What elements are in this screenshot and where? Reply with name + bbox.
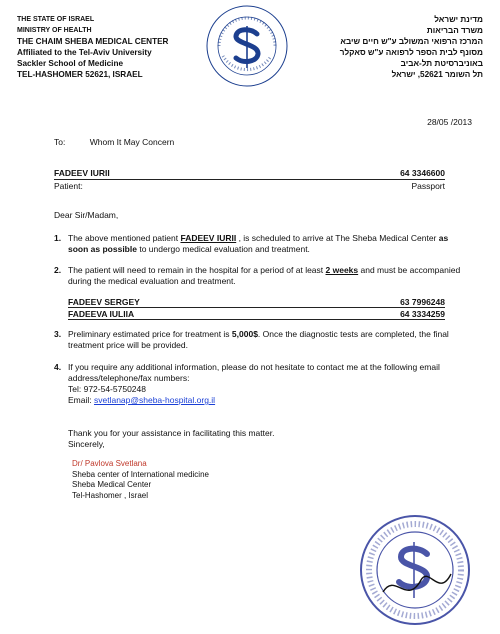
header-line: Affiliated to the Tel-Aviv University [17,48,152,57]
duration: 2 weeks [325,265,359,275]
price: 5,000$ [231,329,258,339]
header-line: באוניברסיטת תל-אביב [400,59,483,68]
patient-passport: 64 3346600 [400,168,445,178]
item-number: 1. [54,233,62,243]
patient-name: FADEEV IURII [54,168,110,178]
text: , is scheduled to arrive at The Sheba Medical Center [236,233,439,243]
companion-passport: 63 7996248 [400,297,445,307]
text: and must be accompanied during the medical evaluation and treatment. [68,265,461,286]
header-line: Sackler School of Medicine [17,59,124,68]
text: to undergo medical evaluation and treatment. [136,244,310,254]
header-line: תל השומר 52621, ישראל [391,70,483,79]
signer-name: Dr/ Pavlova Svetlana [72,459,147,468]
text: The above mentioned patient [68,233,181,243]
paragraph-4 [54,362,464,406]
signer-line: Tel-Hashomer , Israel [72,490,149,500]
paragraph-1 [54,233,464,255]
header-line: THE STATE OF ISRAEL [17,16,95,23]
paragraph-3 [54,329,464,351]
emphasis: as soon as possible [68,233,449,254]
email-link[interactable]: svetlanap@sheba-hospital.org.il [93,395,216,405]
item-number: 4. [54,362,62,372]
companion-passport: 64 3334259 [400,309,445,319]
patient-name-inline: FADEEV IURII [180,233,237,243]
companion-name: FADEEV SERGEY [68,297,140,307]
companion-divider [68,307,445,308]
closing [68,428,274,450]
contact-intro: If you require any additional information, please do not hesitate to contact me at the following email address/telephone/fax numbers: [68,362,440,383]
companion-divider [68,319,445,320]
patient-divider [54,179,445,180]
header-hebrew [340,14,483,80]
letter-date: 28/05 /2013 [427,117,472,127]
header-line: משרד הבריאות [426,26,483,35]
recipient-line [54,137,174,147]
contact-tel: Tel: 972-54-5750248 [68,384,146,394]
header-line: TEL-HASHOMER 52621, ISRAEL [17,70,143,79]
thanks-text: Thank you for your assistance in facilitating this matter. [68,428,275,438]
text: The patient will need to remain in the hospital for a period of at least [68,265,326,275]
to-label: To: [54,137,66,147]
signer-line: Sheba Medical Center [72,480,152,489]
signature-block [72,459,209,501]
companion-name: FADEEVA IULIIA [68,309,135,319]
text: . Once the diagnostic tests are completed, the final treatment price will be provided. [68,329,449,350]
salutation: Dear Sir/Madam, [54,210,119,220]
header-english [17,14,168,80]
item-number: 3. [54,329,62,339]
header-line: MINISTRY OF HEALTH [17,27,92,34]
official-stamp [355,510,475,630]
patient-labels-row [54,181,445,192]
header-line: המרכז הרפואי המשולב ע"ש חיים שיבא [340,37,483,46]
item-number: 2. [54,265,62,275]
passport-label: Passport [411,181,445,191]
sincerely-text: Sincerely, [68,439,105,449]
signer-line: Sheba center of International medicine [72,469,209,479]
email-label: Email: [68,395,94,405]
header-line: THE CHAIM SHEBA MEDICAL CENTER [17,37,169,46]
header-line: מדינת ישראל [434,15,483,24]
to-value: Whom It May Concern [89,137,175,147]
patient-label: Patient: [54,181,83,191]
patient-values-row [54,168,445,179]
header-line: מסונף לבית הספר לרפואה ע"ש סאקלר [339,48,483,57]
contact-email-line [68,395,464,406]
text: Preliminary estimated price for treatment is [68,329,232,339]
sheba-logo [205,4,289,88]
paragraph-2 [54,265,464,287]
